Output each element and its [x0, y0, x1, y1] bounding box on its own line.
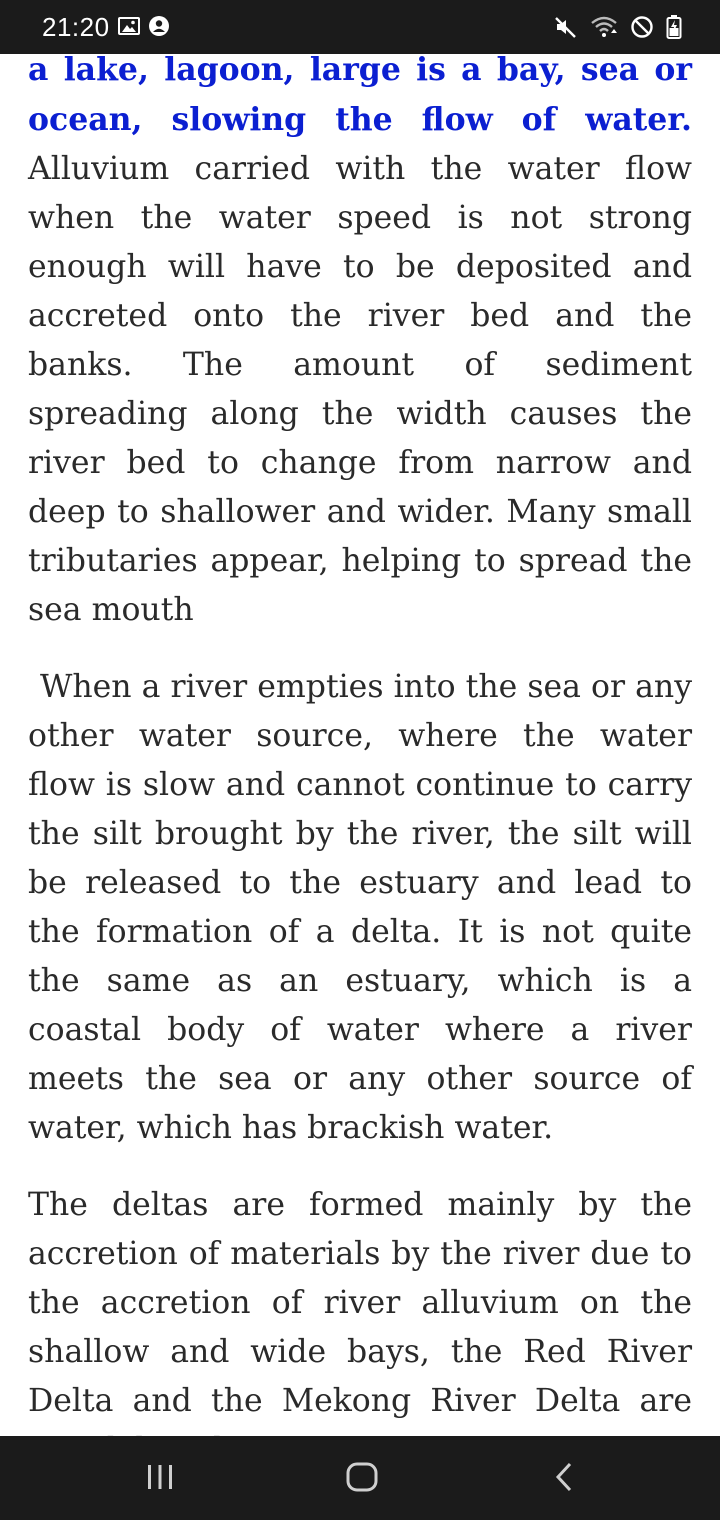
do-not-disturb-icon [630, 15, 654, 39]
navigation-bar [0, 1436, 720, 1520]
article-paragraph-2: When a river empties into the sea or any other water source, where the water flow is slow and cannot continue to carry the silt brought by the river, the silt will be released to the estuary and lead to the formation of a delta. It is not quite the same as an estuary, which is a coastal body of water where a river meets the sea or any other source of water, which has brackish water. [28, 669, 692, 1146]
battery-icon [666, 14, 682, 40]
home-button[interactable] [332, 1462, 392, 1496]
status-time: 21:20 [42, 12, 110, 42]
paragraph-gap [28, 635, 692, 663]
status-left-icons [118, 15, 170, 37]
recents-icon [144, 1462, 176, 1496]
mute-icon [554, 15, 578, 39]
article-paragraph-1 [28, 45, 692, 635]
highlighted-text: a lake, lagoon, large is a bay, sea or ocean, slowing the flow of water. [28, 51, 692, 138]
back-button[interactable] [534, 1462, 594, 1496]
recents-button[interactable] [130, 1462, 190, 1496]
paragraph-gap [28, 1153, 692, 1181]
article-content [28, 51, 692, 1436]
back-icon [552, 1461, 576, 1497]
paragraph-1-text: Alluvium carried with the water flow when the water speed is not strong enough will have to be deposited and accreted onto the river bed and the banks. The amount of sediment spreading along the width causes the river bed to change from narrow and deep to shallower and wider. Many small tributaries appear, helping to spread the sea mouth [28, 151, 692, 628]
article-paragraph-3: The deltas are formed mainly by the accretion of materials by the river due to the accretion of river alluvium on the shallow and wide bays, the Red River Delta and the Mekong River Delta are [28, 1187, 692, 1419]
status-right-icons [554, 14, 682, 40]
home-icon [345, 1461, 379, 1497]
account-icon [148, 15, 170, 37]
wifi-icon [590, 15, 618, 39]
gallery-icon [118, 16, 140, 36]
